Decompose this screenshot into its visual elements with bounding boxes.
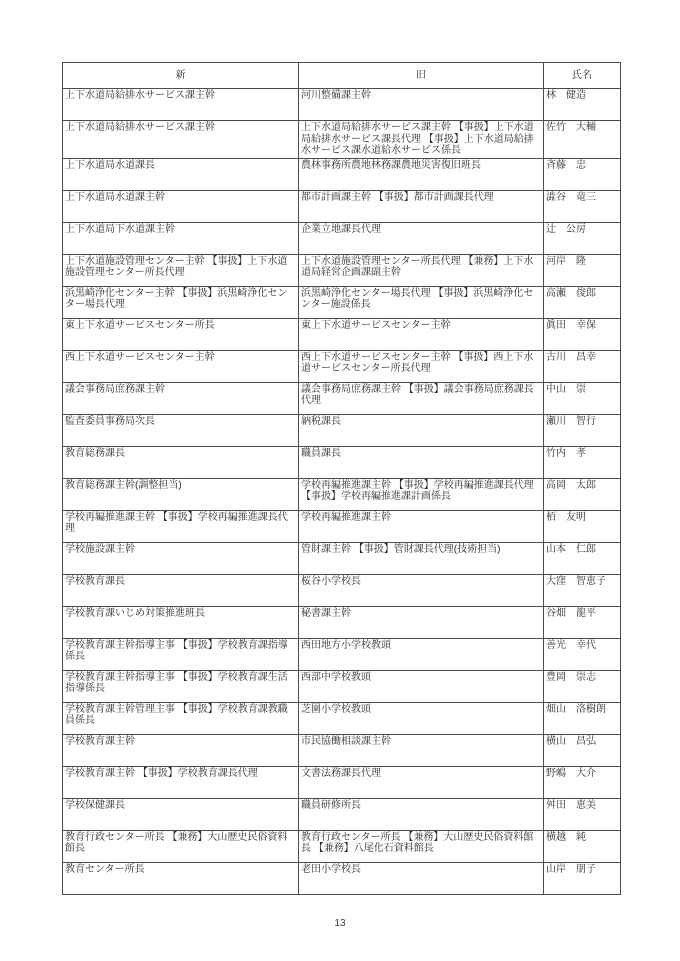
cell-old-position: 上下水道局給排水サービス課主幹 【事扱】上下水道局給排水サービス課長代理 【事扱】上下水道局給排水サービス課水道給水サービス係長: [299, 121, 544, 159]
table-row: [63, 382, 621, 414]
cell-new-position: 学校施設課主幹: [63, 542, 299, 574]
table-row: [63, 254, 621, 286]
cell-old-position: 東上下水道サービスセンター主幹: [299, 318, 544, 350]
cell-new-position: 学校教育課いじめ対策推進班長: [63, 606, 299, 638]
table-body: [63, 89, 621, 895]
page-number: 13: [334, 918, 346, 929]
table-row: [63, 798, 621, 830]
cell-person-name: 谷畑 龍平: [544, 606, 621, 638]
cell-person-name: 栢 友明: [544, 510, 621, 542]
cell-old-position: 農林事務所農地林務課農地災害復旧班長: [299, 158, 544, 190]
cell-person-name: 辻 公房: [544, 222, 621, 254]
cell-new-position: 学校教育課主幹 【事扱】学校教育課長代理: [63, 766, 299, 798]
cell-person-name: 横越 純: [544, 830, 621, 862]
cell-new-position: 教育総務課主幹(調整担当): [63, 478, 299, 510]
cell-person-name: 舛田 恵美: [544, 798, 621, 830]
table-row: [63, 89, 621, 121]
cell-person-name: 野嶋 大介: [544, 766, 621, 798]
cell-old-position: 納税課長: [299, 414, 544, 446]
cell-new-position: 上下水道局給排水サービス課主幹: [63, 89, 299, 121]
cell-person-name: 中山 崇: [544, 382, 621, 414]
column-header-new: 新: [63, 63, 299, 89]
cell-person-name: 河岸 隆: [544, 254, 621, 286]
cell-new-position: 浜黒崎浄化センター主幹 【事扱】浜黒崎浄化センター場長代理: [63, 286, 299, 318]
cell-new-position: 学校教育課主幹管理主事 【事扱】学校教育課教職員係長: [63, 702, 299, 734]
cell-person-name: 竹内 孝: [544, 446, 621, 478]
cell-new-position: 上下水道施設管理センター主幹 【事扱】上下水道施設管理センター所長代理: [63, 254, 299, 286]
table-row: [63, 766, 621, 798]
cell-person-name: 山岸 朋子: [544, 862, 621, 894]
cell-old-position: 文書法務課長代理: [299, 766, 544, 798]
cell-old-position: 桜谷小学校長: [299, 574, 544, 606]
cell-old-position: 職員研修所長: [299, 798, 544, 830]
cell-old-position: 老田小学校長: [299, 862, 544, 894]
cell-old-position: 管財課主幹 【事扱】管財課長代理(技術担当): [299, 542, 544, 574]
cell-new-position: 教育センター所長: [63, 862, 299, 894]
cell-old-position: 西田地方小学校教頭: [299, 638, 544, 670]
table-row: [63, 862, 621, 894]
cell-new-position: 上下水道局水道課主幹: [63, 190, 299, 222]
table-row: [63, 638, 621, 670]
cell-person-name: 瀬川 智行: [544, 414, 621, 446]
cell-person-name: 高岡 太郎: [544, 478, 621, 510]
table-row: [63, 702, 621, 734]
personnel-transfer-table: [62, 62, 621, 895]
cell-new-position: 上下水道局給排水サービス課主幹: [63, 121, 299, 159]
cell-new-position: 学校保健課長: [63, 798, 299, 830]
cell-person-name: 畑山 洛樹朗: [544, 702, 621, 734]
cell-person-name: 大窪 智恵子: [544, 574, 621, 606]
column-header-name: 氏名: [544, 63, 621, 89]
table-row: [63, 574, 621, 606]
cell-new-position: 学校教育課長: [63, 574, 299, 606]
cell-old-position: 秘書課主幹: [299, 606, 544, 638]
cell-old-position: 職員課長: [299, 446, 544, 478]
table-row: [63, 350, 621, 382]
cell-person-name: 斉藤 忠: [544, 158, 621, 190]
table-row: [63, 734, 621, 766]
cell-old-position: 西上下水道サービスセンター主幹 【事扱】西上下水道サービスセンター所長代理: [299, 350, 544, 382]
cell-new-position: 教育行政センター所長 【兼務】大山歴史民俗資料館長: [63, 830, 299, 862]
cell-person-name: 眞田 幸保: [544, 318, 621, 350]
cell-person-name: 横山 昌弘: [544, 734, 621, 766]
cell-new-position: 教育総務課長: [63, 446, 299, 478]
table-row: [63, 222, 621, 254]
cell-person-name: 澁谷 竜三: [544, 190, 621, 222]
cell-new-position: 学校教育課主幹: [63, 734, 299, 766]
cell-new-position: 学校教育課主幹指導主事 【事扱】学校教育課生活指導係長: [63, 670, 299, 702]
cell-old-position: 芝園小学校教頭: [299, 702, 544, 734]
cell-new-position: 学校教育課主幹指導主事 【事扱】学校教育課指導係長: [63, 638, 299, 670]
table-row: [63, 446, 621, 478]
cell-new-position: 監査委員事務局次長: [63, 414, 299, 446]
table-row: [63, 510, 621, 542]
cell-person-name: 豊岡 崇志: [544, 670, 621, 702]
cell-old-position: 西部中学校教頭: [299, 670, 544, 702]
cell-new-position: 上下水道局下水道課主幹: [63, 222, 299, 254]
cell-old-position: 上下水道施設管理センター所長代理 【兼務】上下水道局経営企画課副主幹: [299, 254, 544, 286]
cell-person-name: 山本 仁郎: [544, 542, 621, 574]
cell-person-name: 善光 幸代: [544, 638, 621, 670]
table-row: [63, 542, 621, 574]
table-row: [63, 478, 621, 510]
cell-person-name: 林 健造: [544, 89, 621, 121]
cell-old-position: 市民協働相談課主幹: [299, 734, 544, 766]
table-row: [63, 190, 621, 222]
table-row: [63, 670, 621, 702]
table-header-row: [63, 63, 621, 89]
table-row: [63, 414, 621, 446]
cell-old-position: 浜黒崎浄化センター場長代理 【事扱】浜黒崎浄化センター施設係長: [299, 286, 544, 318]
cell-old-position: 企業立地課長代理: [299, 222, 544, 254]
table-row: [63, 158, 621, 190]
table-row: [63, 286, 621, 318]
table-row: [63, 830, 621, 862]
cell-new-position: 東上下水道サービスセンター所長: [63, 318, 299, 350]
cell-old-position: 都市計画課主幹 【事扱】都市計画課長代理: [299, 190, 544, 222]
cell-old-position: 学校再編推進課主幹: [299, 510, 544, 542]
table-row: [63, 318, 621, 350]
cell-old-position: 教育行政センター所長 【兼務】大山歴史民俗資料館長 【兼務】八尾化石資料館長: [299, 830, 544, 862]
cell-person-name: 古川 昌幸: [544, 350, 621, 382]
cell-new-position: 学校再編推進課主幹 【事扱】学校再編推進課長代理: [63, 510, 299, 542]
table-row: [63, 121, 621, 159]
cell-person-name: 佐竹 大輔: [544, 121, 621, 159]
table-row: [63, 606, 621, 638]
cell-new-position: 西上下水道サービスセンター主幹: [63, 350, 299, 382]
cell-old-position: 議会事務局庶務課主幹 【事扱】議会事務局庶務課長代理: [299, 382, 544, 414]
cell-old-position: 学校再編推進課主幹 【事扱】学校再編推進課長代理 【事扱】学校再編推進課計画係長: [299, 478, 544, 510]
column-header-old: 旧: [299, 63, 544, 89]
cell-new-position: 議会事務局庶務課主幹: [63, 382, 299, 414]
cell-new-position: 上下水道局水道課長: [63, 158, 299, 190]
cell-person-name: 高瀬 俊郎: [544, 286, 621, 318]
cell-old-position: 河川整備課主幹: [299, 89, 544, 121]
